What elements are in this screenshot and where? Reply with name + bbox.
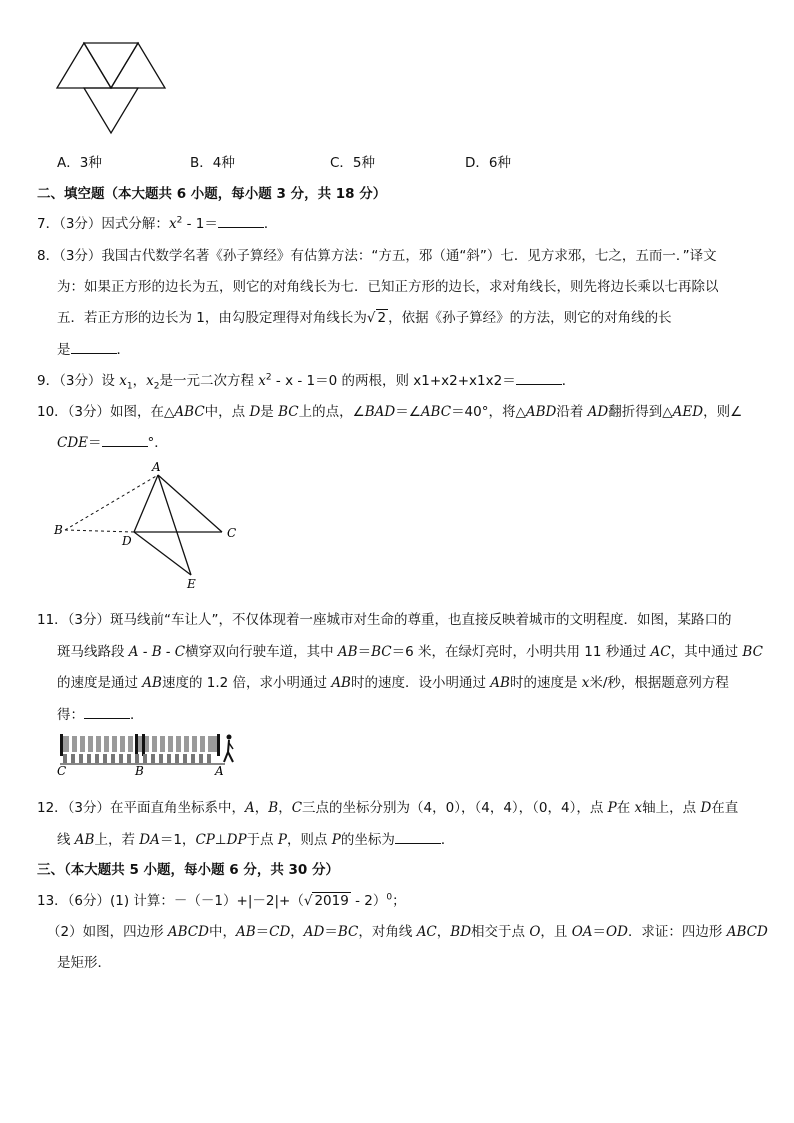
q6-option-b: B．4种 xyxy=(190,155,235,171)
crosswalk-figure xyxy=(55,728,245,778)
q13-line-2: （2）如图，四边形 ABCD中，AB＝CD，AD＝BC，对角线 AC，BD相交于点 O，且 OA＝OD．求证：四边形 ABCD xyxy=(47,924,768,940)
q11-line-4: 得： ． xyxy=(57,707,144,723)
section-3-heading: 三、（本大题共 5 小题，每小题 6 分，共 30 分） xyxy=(37,862,340,878)
q6-option-d: D．6种 xyxy=(465,155,511,171)
q10-label-b: B xyxy=(54,523,63,537)
q7: 7．（3分）因式分解：$x^2 - 1=$ ． xyxy=(37,215,278,232)
q10-label-d: D xyxy=(122,534,132,548)
q8-line-4: 是 ． xyxy=(57,342,130,358)
q10-line-1: 10．（3分）如图，在△ABC中，点 D是 BC上的点，∠BAD＝∠ABC＝40°，将△ABD沿着 AD翻折得到△AED，则∠ xyxy=(37,404,743,420)
q13-line-1: 13．（6分）(1) 计算：－（－1）+|－2|+（√ 2019 - 2）$^0$； xyxy=(37,892,406,909)
q11-line-3: 的速度是通过 AB速度的 1.2 倍，求小明通过 AB时的速度．设小明通过 AB时的速度是 x米/秒，根据题意列方程 xyxy=(57,675,729,691)
q10-triangle-figure xyxy=(50,455,250,595)
q10-label-e: E xyxy=(187,577,196,591)
q12-line-2: 线 AB上，若 DA＝1，CP⊥DP于点 P，则点 P的坐标为 ． xyxy=(57,832,455,848)
q12-line-1: 12．（3分）在平面直角坐标系中，A，B，C三点的坐标分别为（4，0），（4，4），（0，4），点 P在 x轴上，点 D在直 xyxy=(37,800,739,816)
q11-line-2: 斑马线路段 A - B - C横穿双向行驶车道，其中 AB＝BC＝6 米，在绿灯亮时，小明共用 11 秒通过 AC，其中通过 BC xyxy=(57,644,763,660)
q8-line-2: 为：如果正方形的边长为五，则它的对角线长为七．已知正方形的边长，求对角线长，则先将边长乘以七再除以 xyxy=(57,279,719,295)
triangles-figure xyxy=(52,38,177,138)
q6-option-c: C．5种 xyxy=(330,155,376,171)
q8-line-3: 五．若正方形的边长为 1，由勾股定理得对角线长为√ 2 ，依据《孙子算经》的方法，则它的对角线的长 xyxy=(57,310,672,326)
q6-option-a: A．3种 xyxy=(57,155,102,171)
q10-label-a: A xyxy=(152,460,161,474)
q9: 9．（3分）设 $x_1$，$x_2$是一元二次方程 $x^2 - x - 1=0$ 的两根，则 x1+x2+x1x2＝ ． xyxy=(37,372,576,392)
q13-line-3: 是矩形． xyxy=(57,955,111,971)
q10-line-2: CDE＝ °． xyxy=(57,435,168,451)
q10-label-c: C xyxy=(227,526,237,540)
crosswalk-label-c: C xyxy=(57,764,67,778)
crosswalk-label-a: A xyxy=(215,764,224,778)
q8-line-1: 8．（3分）我国古代数学名著《孙子算经》有估算方法：“方五，邪（通“斜”）七．见方求邪，七之，五而一．”译文 xyxy=(37,248,717,264)
crosswalk-label-b: B xyxy=(135,764,144,778)
section-2-heading: 二、填空题（本大题共 6 小题，每小题 3 分，共 18 分） xyxy=(37,186,387,202)
q11-line-1: 11．（3分）斑马线前“车让人”，不仅体现着一座城市对生命的尊重，也直接反映着城市的文明程度．如图，某路口的 xyxy=(37,612,732,628)
